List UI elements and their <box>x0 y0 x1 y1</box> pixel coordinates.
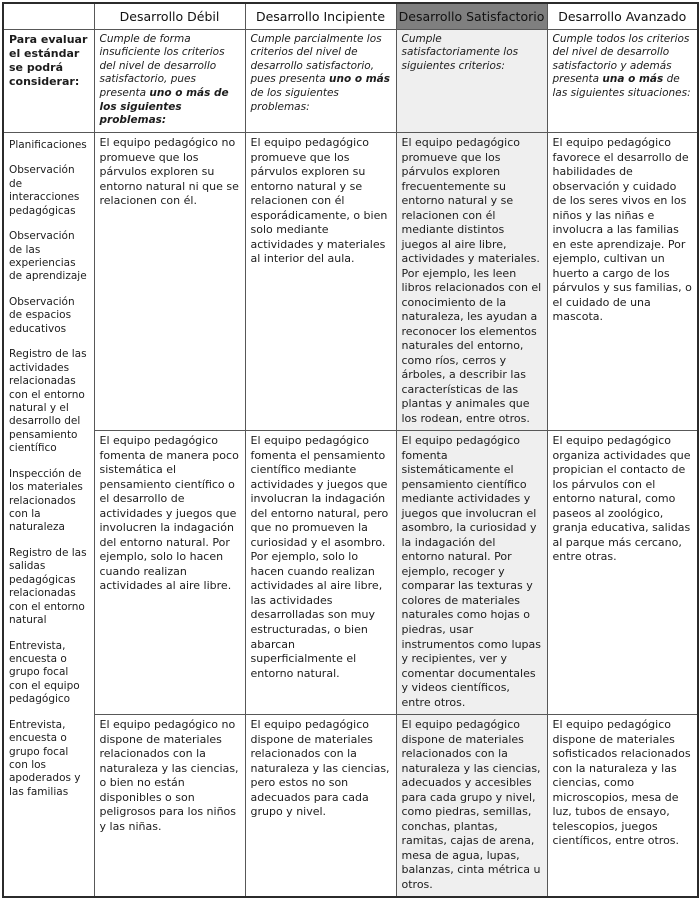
desc-text: Cumple de forma insuficiente los criterios del nivel de desarrollo satisfactorio, pues presenta <box>99 32 225 100</box>
rubric-cell-r1-satisfactorio: El equipo pedagógico promueve que los párvulos exploren frecuentemente su entorno natural y se relacionen con él mediante distintos juegos al aire libre, actividades y materiales. Por ejemplo, les leen libros relacionados con el conocimiento de la naturaleza, les ayudan a reconocer los elementos naturales del entorno, como ríos, cerros y árboles, a describir las características de las plantas y animales que los rodean, entre otros. <box>396 132 547 430</box>
rubric-cell-r1-avanzado: El equipo pedagógico favorece el desarrollo de habilidades de observación y cuidado de los seres vivos en los niños y las niñas e involucra a las familias en este aprendizaje. Por ejemplo, cultivan un huerto a cargo de los párvulos y sus familias, o el cuidado de una mascota. <box>547 132 698 430</box>
evaluation-rubric-table <box>2 2 699 898</box>
criteria-list <box>3 132 94 897</box>
level-header-avanzado: Desarrollo Avanzado <box>547 3 698 29</box>
rubric-cell-r2-debil: El equipo pedagógico fomenta de manera poco sistemática el pensamiento científico o el desarrollo de actividades y juegos que involucren la indagación del entorno natural. Por ejemplo, solo lo hacen cuando realizan actividades al aire libre. <box>94 431 245 715</box>
criteria-item: Planificaciones <box>9 138 87 151</box>
desc-bold-text: uno o más de los siguientes problemas: <box>99 87 229 127</box>
desc-bold-text: una o más <box>602 73 664 86</box>
rubric-cell-r2-incipiente: El equipo pedagógico fomenta el pensamiento científico mediante actividades y juegos que involucran la indagación del entorno natural, pero que no promueven la curiosidad y el asombro. Por ejemplo, solo lo hacen cuando realizan actividades al aire libre, las actividades desarrolladas son muy estructuradas, o bien abarcan superficialmente el entorno natural. <box>245 431 396 715</box>
rubric-cell-r1-debil: El equipo pedagógico no promueve que los párvulos exploren su entorno natural ni que se relacionen con él. <box>94 132 245 430</box>
criteria-item: Entrevista, encuesta o grupo focal con el equipo pedagógico <box>9 639 80 706</box>
level-desc-debil <box>94 29 245 132</box>
level-header-debil: Desarrollo Débil <box>94 3 245 29</box>
criteria-item: Observación de interacciones pedagógicas <box>9 164 80 217</box>
rubric-row-exploracion <box>3 132 698 430</box>
corner-cell <box>3 3 94 29</box>
desc-text: de los siguientes problemas: <box>250 87 339 113</box>
desc-text: Cumple todos los criterios del nivel de desarrollo satisfactorio y además presenta <box>552 32 690 86</box>
level-desc-satisfactorio <box>396 29 547 132</box>
criteria-item: Registro de las salidas pedagógicas relacionadas con el entorno natural <box>9 546 87 627</box>
criteria-header: Para evaluar el estándar se podrá considerar: <box>3 29 94 132</box>
rubric-cell-r2-satisfactorio: El equipo pedagógico fomenta sistemáticamente el pensamiento científico mediante actividades y juegos que involucran el asombro, la curiosidad y la indagación del entorno natural. Por ejemplo, recoger y comparar las texturas y colores de materiales naturales como hojas o piedras, usar instrumentos como lupas y recipientes, ver y comentar documentales y videos científicos, entre otros. <box>396 431 547 715</box>
desc-text: de las siguientes situaciones: <box>552 73 691 100</box>
rubric-cell-r2-avanzado: El equipo pedagógico organiza actividades que propician el contacto de los párvulos con el entorno natural, como paseos al zoológico, granja educativa, salidas al parque más cercano, entre otras. <box>547 431 698 715</box>
level-desc-avanzado <box>547 29 698 132</box>
rubric-cell-r3-debil: El equipo pedagógico no dispone de materiales relacionados con la naturaleza y las ciencias, o bien no están disponibles o son peligrosos para los niños y las niñas. <box>94 715 245 898</box>
level-header-row <box>3 3 698 29</box>
criteria-item: Entrevista, encuesta o grupo focal con los apoderados y las familias <box>9 718 81 798</box>
rubric-cell-r3-satisfactorio: El equipo pedagógico dispone de materiales relacionados con la naturaleza y las ciencias, adecuados y accesibles para cada grupo y nivel, como piedras, semillas, conchas, plantas, ramitas, cajas de arena, mesa de agua, lupas, balanzas, cinta métrica u otros. <box>396 715 547 898</box>
criteria-item: Observación de las experiencias de aprendizaje <box>9 230 87 283</box>
criteria-item: Inspección de los materiales relacionados con la naturaleza <box>9 467 83 534</box>
criteria-item: Observación de espacios educativos <box>9 295 75 335</box>
rubric-cell-r3-avanzado: El equipo pedagógico dispone de materiales sofisticados relacionados con la naturaleza y las ciencias, como microscopios, mesa de luz, tubos de ensayo, telescopios, juegos científicos, entre otros. <box>547 715 698 898</box>
desc-text: Cumple satisfactoriamente los siguientes criterios: <box>401 32 519 72</box>
desc-text: Cumple parcialmente los criterios del nivel de desarrollo satisfactorio, pues presenta <box>250 32 382 86</box>
criteria-item: Registro de las actividades relacionadas con el entorno natural y el desarrollo del pensamiento científico <box>9 348 87 455</box>
level-desc-incipiente <box>245 29 396 132</box>
level-header-satisfactorio: Desarrollo Satisfactorio <box>396 3 547 29</box>
desc-bold-text: uno o más <box>329 73 390 86</box>
rubric-cell-r1-incipiente: El equipo pedagógico promueve que los párvulos exploren su entorno natural y se relacionen con él esporádicamente, o bien solo mediante actividades y materiales al interior del aula. <box>245 132 396 430</box>
rubric-cell-r3-incipiente: El equipo pedagógico dispone de materiales relacionados con la naturaleza y las ciencias, pero estos no son adecuados para cada grupo y nivel. <box>245 715 396 898</box>
level-header-incipiente: Desarrollo Incipiente <box>245 3 396 29</box>
rubric-row-pensamiento-cientifico <box>3 431 698 715</box>
rubric-row-materiales <box>3 715 698 898</box>
level-description-row <box>3 29 698 132</box>
